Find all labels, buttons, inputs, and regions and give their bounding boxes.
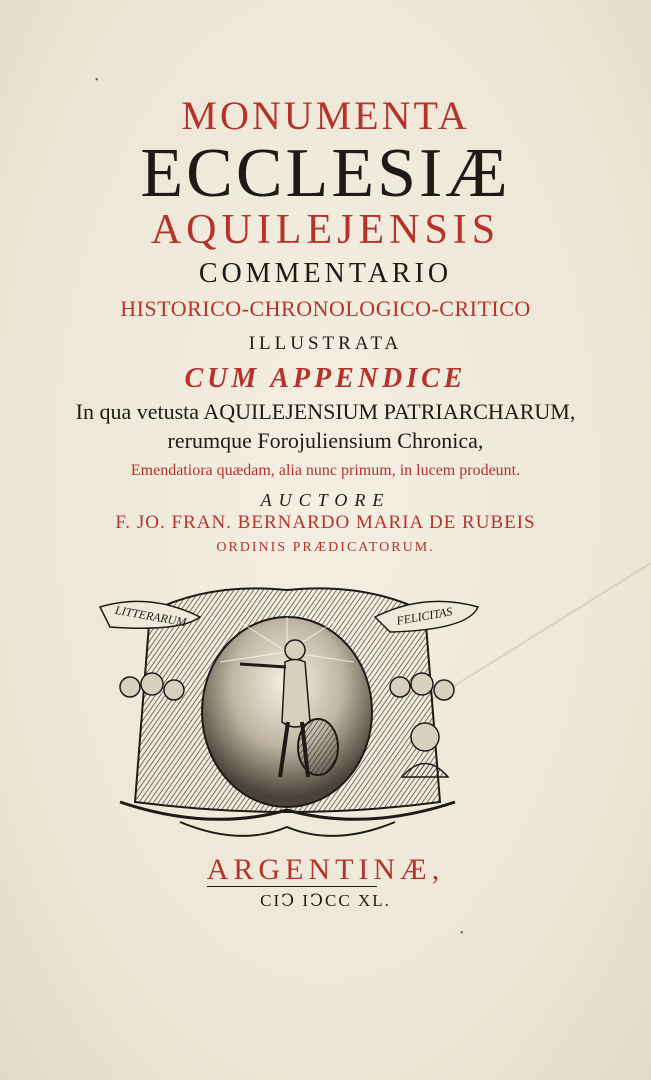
title-line-aquilejensis: AQUILEJENSIS [150,207,501,253]
banner-right-text: FELICITAS [395,604,454,628]
imprint-date: CIↃ IↃCC XL. [260,891,391,910]
title-line-monumenta: MONUMENTA [181,93,470,138]
subtitle-line-in-qua: In qua vetusta AQUILEJENSIUM PATRIARCHARUM, [75,399,576,424]
banner-left-text: LITTERARUM [114,602,188,630]
ink-speck: • [460,928,464,939]
author-order: ORDINIS PRÆDICATORUM. [216,540,435,555]
author-name: F. JO. FRAN. BERNARDO MARIA DE RUBEIS [115,512,536,533]
title-line-illustrata: ILLUSTRATA [248,333,403,354]
subtitle-line-rerumque: rerumque Forojuliensium Chronica, [167,428,484,453]
engraved-vignette [90,572,485,847]
title-line-commentario: COMMENTARIO [198,258,453,289]
imprint-place: ARGENTINÆ, [206,853,445,886]
title-line-ecclesiae: ECCLESIÆ [140,135,511,212]
auctore-label: AUCTORE [260,490,391,510]
imprint-rule [207,886,377,887]
subtitle-line-emendatiora: Emendatiora quædam, alia nunc primum, in lucem prodeunt. [130,462,521,479]
title-line-appendice: CUM APPENDICE [184,363,467,394]
ink-speck: • [95,75,99,86]
title-line-historico: HISTORICO-CHRONOLOGICO-CRITICO [120,296,531,321]
